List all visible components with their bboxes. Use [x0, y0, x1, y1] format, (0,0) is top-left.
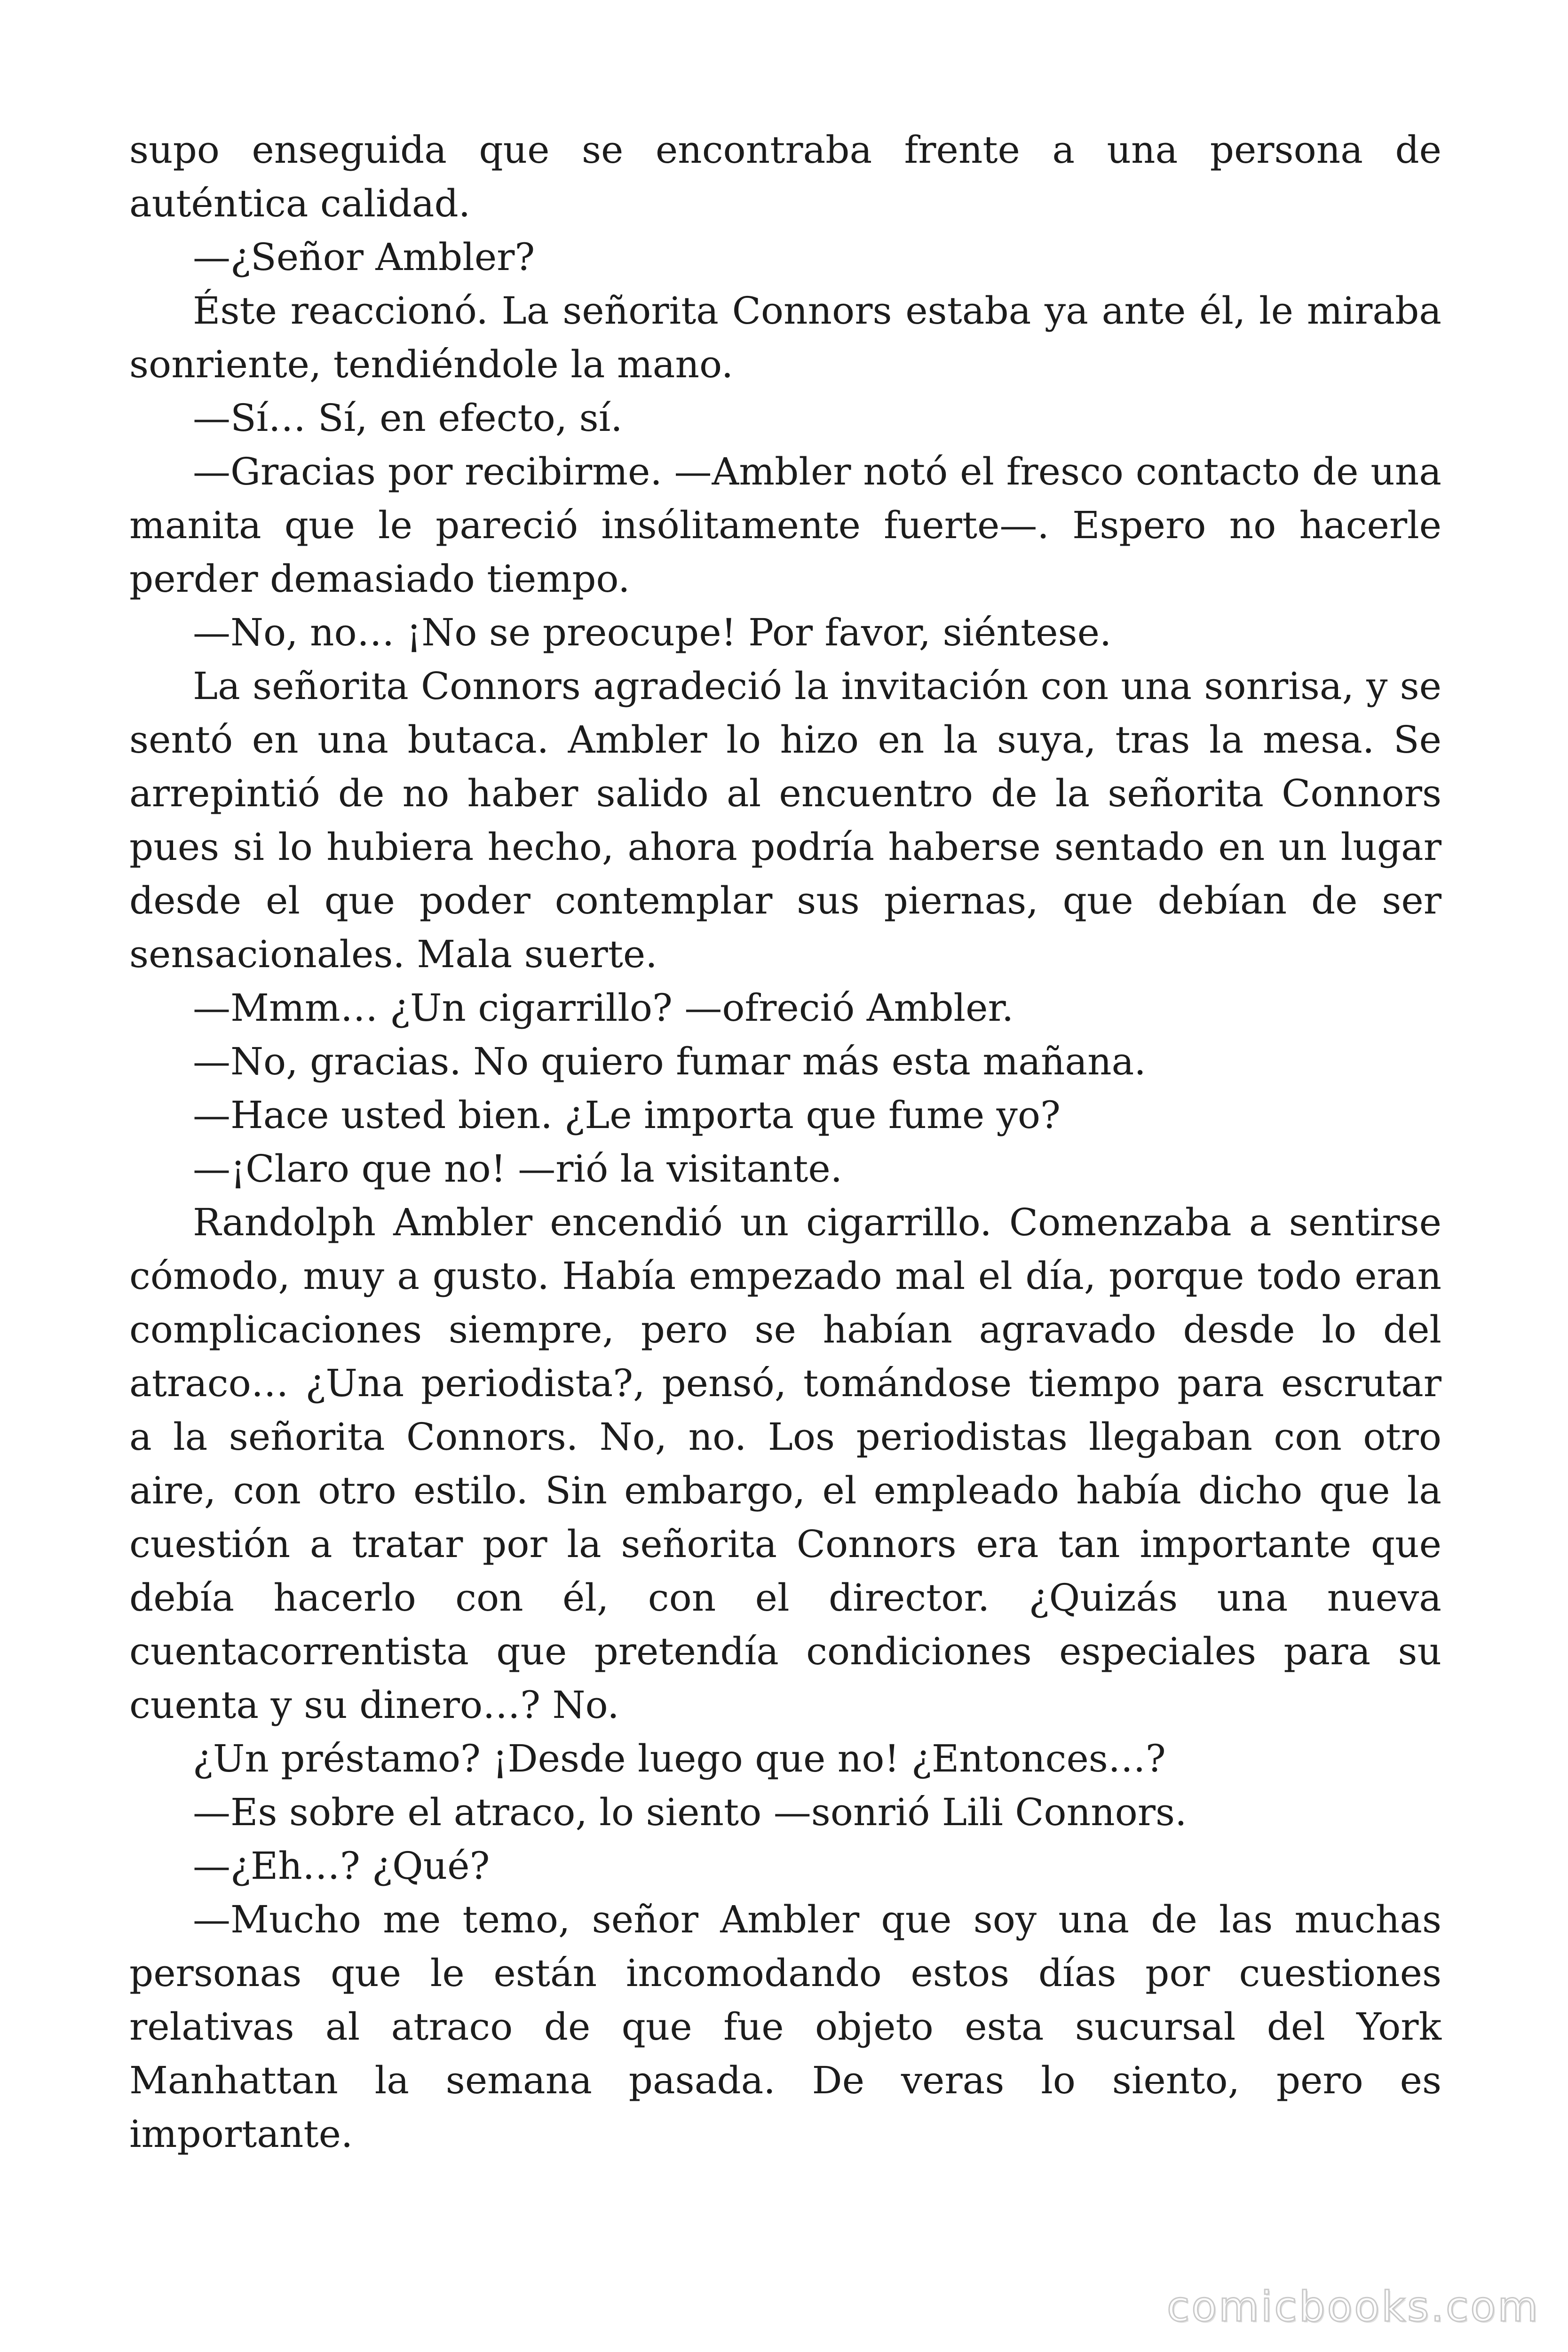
paragraph-5: —Gracias por recibirme. —Ambler notó el fresco contacto de una manita que le pareció insólitamente fuerte—. Espero no hacerle perder demasiado tiempo. — [129, 450, 1441, 601]
paragraph-7: La señorita Connors agradeció la invitación con una sonrisa, y se sentó en una butaca. Ambler lo hizo en la suya, tras la mesa. Se arrepintió de no haber salido al encuentro de la señorita Connors pues si lo hubiera hecho, ahora podría haberse sentado en un lugar desde el que poder contemplar sus piernas, que debían de ser sensacionales. Mala suerte. — [129, 664, 1441, 976]
page-body — [129, 123, 1441, 2161]
paragraph-3: Éste reaccionó. La señorita Connors estaba ya ante él, le miraba sonriente, tendiéndole la mano. — [129, 289, 1441, 386]
watermark: comicbooks.com — [1166, 2282, 1540, 2331]
paragraph-10: —Hace usted bien. ¿Le importa que fume yo? — [193, 1093, 1061, 1137]
paragraph-8: —Mmm… ¿Un cigarrillo? —ofreció Ambler. — [193, 986, 1014, 1030]
paragraph-15: —¿Eh…? ¿Qué? — [193, 1844, 490, 1888]
paragraph-14: —Es sobre el atraco, lo siento —sonrió Lili Connors. — [193, 1790, 1187, 1834]
paragraph-16: —Mucho me temo, señor Ambler que soy una de las muchas personas que le están incomodando estos días por cuestiones relativas al atraco de que fue objeto esta sucursal del York Manhattan la semana pasada. De veras lo siento, pero es importante. — [129, 1898, 1441, 2156]
paragraph-12: Randolph Ambler encendió un cigarrillo. Comenzaba a sentirse cómodo, muy a gusto. Había empezado mal el día, porque todo eran complicaciones siempre, pero se habían agravado desde lo del atraco… ¿Una periodista?, pensó, tomándose tiempo para escrutar a la señorita Connors. No, no. Los periodistas llegaban con otro aire, con otro estilo. Sin embargo, el empleado había dicho que la cuestión a tratar por la señorita Connors era tan importante que debía hacerlo con él, con el director. ¿Quizás una nueva cuentacorrentista que pretendía condiciones especiales para su cuenta y su dinero…? No. — [129, 1200, 1441, 1727]
paragraph-1: supo enseguida que se encontraba frente a una persona de auténtica calidad. — [129, 128, 1441, 225]
paragraph-11: —¡Claro que no! —rió la visitante. — [193, 1147, 843, 1191]
paragraph-2: —¿Señor Ambler? — [193, 235, 535, 279]
paragraph-13: ¿Un préstamo? ¡Desde luego que no! ¿Entonces…? — [193, 1737, 1166, 1780]
paragraph-6: —No, no… ¡No se preocupe! Por favor, siéntese. — [193, 611, 1112, 654]
paragraph-9: —No, gracias. No quiero fumar más esta mañana. — [193, 1040, 1146, 1083]
paragraph-4: —Sí… Sí, en efecto, sí. — [193, 396, 623, 440]
